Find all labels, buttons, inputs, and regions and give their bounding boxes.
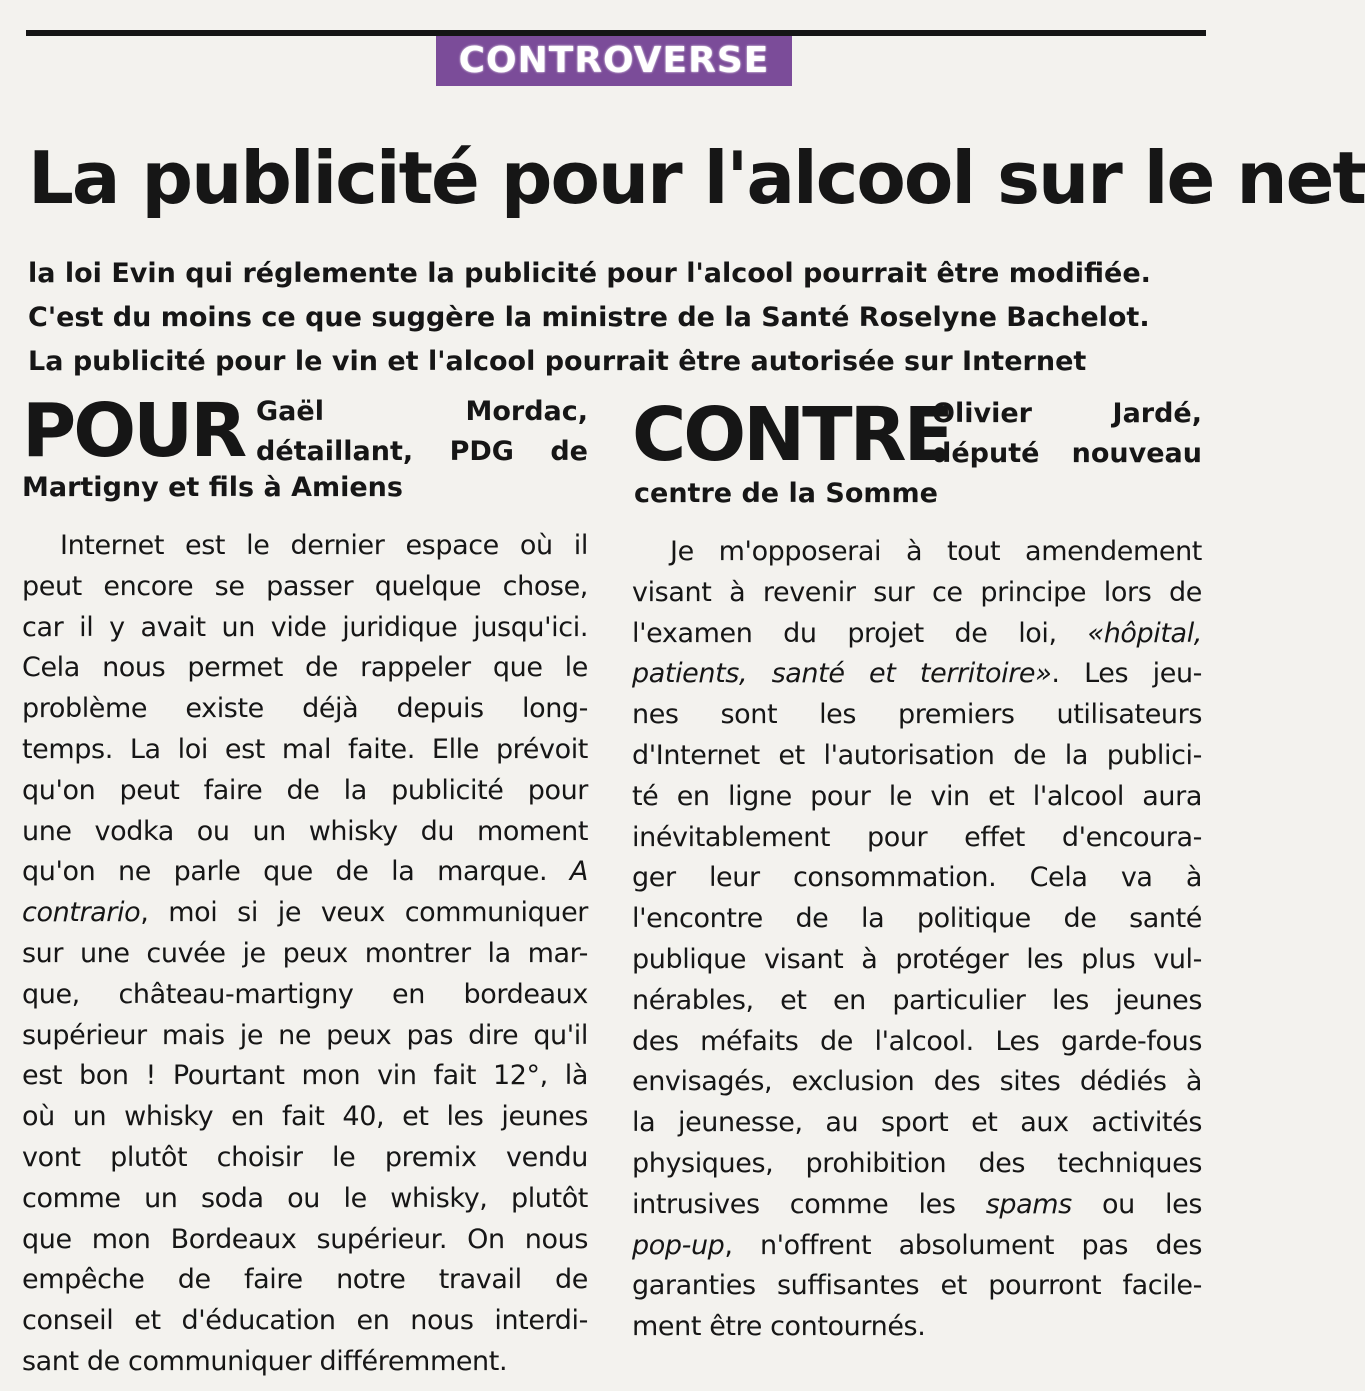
body-line: empêche de faire notre travail de [22,1264,588,1296]
standfirst-line: la loi Evin qui réglemente la publicité pour l'alcool pourrait être modifiée. [28,258,1151,289]
body-line: supérieur mais je ne peux pas dire qu'il [22,1019,588,1051]
body-line: té en ligne pour le vin et l'alcool aura [632,780,1202,812]
body-line: l'encontre de la politique de santé [632,903,1202,935]
body-line: ger leur consommation. Cela va à [632,862,1202,894]
pour-column [22,388,588,1383]
body-line: patients, santé et territoire». Les jeu- [632,658,1203,690]
body-line: une vodka ou un whisky du moment [22,815,588,847]
body-line: visant à revenir sur ce principe lors de [632,576,1202,608]
body-line: contrario, moi si je veux communiquer [22,897,588,929]
contre-header [632,392,1202,532]
pour-author-line: détaillant, PDG de [256,436,588,467]
body-line: Internet est le dernier espace où il [60,530,588,561]
body-line: que, château-martigny en bordeaux [22,978,588,1010]
body-line: vont plutôt choisir le premix vendu [22,1141,588,1173]
contre-author-line: Olivier Jardé, [932,398,1202,429]
body-line: sur une cuvée je peux montrer la mar- [22,937,588,969]
body-line: des méfaits de l'alcool. Les garde-fous [632,1025,1202,1057]
body-line: sant de communiquer différemment. [22,1345,508,1377]
body-line: que mon Bordeaux supérieur. On nous [22,1223,588,1255]
body-line: intrusives comme les spams ou les [632,1188,1202,1220]
body-line: qu'on peut faire de la publicité pour [22,774,588,806]
body-line: l'examen du projet de loi, «hôpital, [632,617,1202,649]
body-line: est bon ! Pourtant mon vin fait 12°, là [22,1060,588,1092]
body-line: nes sont les premiers utilisateurs [632,699,1202,731]
pour-author [256,392,588,472]
body-line: nérables, et en particulier les jeunes [632,984,1202,1016]
contre-author-last: centre de la Somme [634,478,938,509]
contre-body [632,532,1202,1348]
section-rubric: CONTROVERSE [436,36,792,86]
body-line: Je m'opposerai à tout amendement [670,536,1202,567]
body-line: qu'on ne parle que de la marque. A [22,856,588,888]
standfirst-line: C'est du moins ce que suggère la ministre de la Santé Roselyne Bachelot. [28,302,1150,333]
pour-header [22,388,588,526]
body-line: publique visant à protéger les plus vul- [632,943,1202,975]
body-line: physiques, prohibition des techniques [632,1147,1202,1179]
pour-body [22,526,588,1383]
standfirst-line: La publicité pour le vin et l'alcool pourrait être autorisée sur Internet [28,346,1087,377]
body-line: garanties suffisantes et pourront facile- [632,1270,1202,1302]
pour-author-last: Martigny et fils à Amiens [22,472,403,503]
body-line: problème existe déjà depuis long- [22,693,588,725]
body-line: peut encore se passer quelque chose, [22,570,588,602]
contre-author-line: député nouveau [932,438,1202,469]
body-line: car il y avait un vide juridique jusqu'ici. [22,611,588,643]
standfirst [28,252,1198,384]
body-line: temps. La loi est mal faite. Elle prévoit [22,733,588,765]
body-line: conseil et d'éducation en nous interdi- [22,1305,588,1337]
contre-label: CONTRE [632,392,952,478]
contre-column [632,392,1202,1348]
body-line: pop-up, n'offrent absolument pas des [632,1229,1202,1261]
headline: La publicité pour l'alcool sur le net [28,136,1365,220]
body-line: ment être contournés. [632,1311,926,1343]
contre-author [932,394,1202,474]
body-line: envisagés, exclusion des sites dédiés à [632,1066,1202,1098]
body-line: Cela nous permet de rappeler que le [22,652,588,684]
body-line: comme un soda ou le whisky, plutôt [22,1182,588,1214]
body-line: d'Internet et l'autorisation de la publici- [632,739,1202,771]
body-line: la jeunesse, au sport et aux activités [632,1107,1202,1139]
pour-label: POUR [22,388,245,474]
pour-author-line: Gaël Mordac, [256,396,588,427]
body-line: inévitablement pour effet d'encoura- [632,821,1202,853]
body-line: où un whisky en fait 40, et les jeunes [22,1101,588,1133]
